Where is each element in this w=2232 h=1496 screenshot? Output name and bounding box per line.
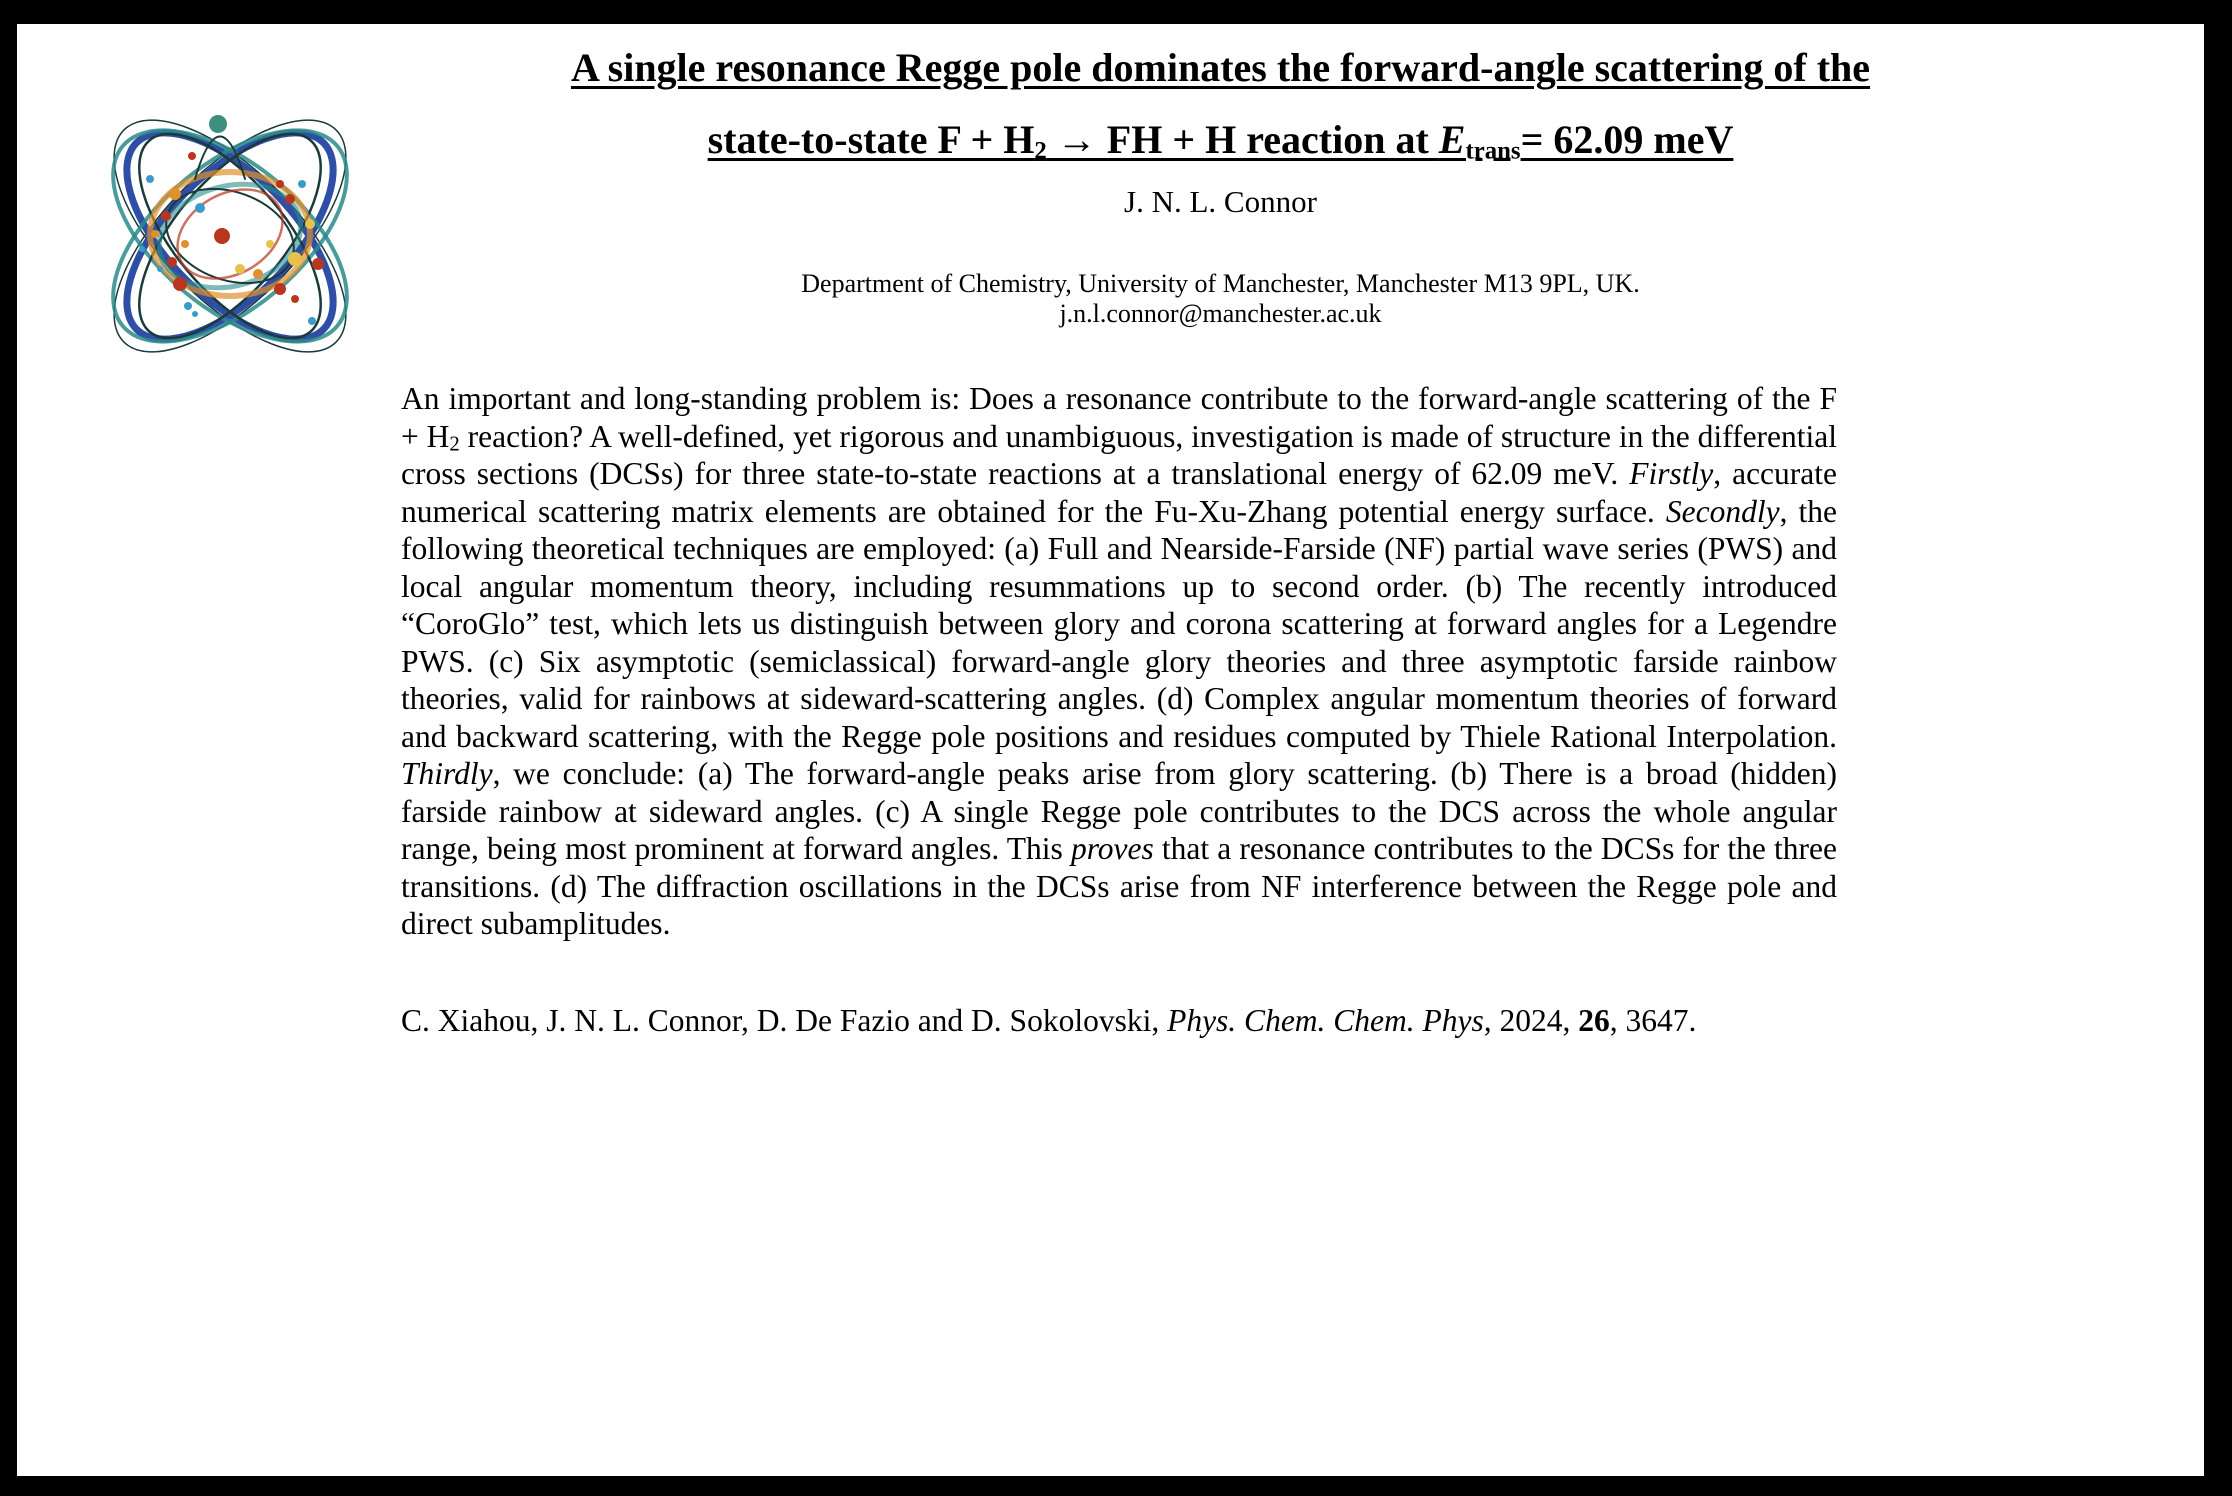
abstract-text: that a resonance contributes to the DCSs for the three transitions. (d) The diffraction oscillations in the DCSs arise from NF interference between the Regge pole and direct subamplitudes.	[401, 831, 1837, 941]
citation-pages: , 3647.	[1609, 1003, 1697, 1038]
page-title	[17, 32, 2204, 176]
author-name: J. N. L. Connor	[1124, 184, 1317, 219]
title-subscript: 2	[1034, 137, 1047, 165]
abstract-emphasis: Firstly	[1629, 456, 1714, 491]
title-line-1-text: A single resonance Regge pole dominates the forward-angle scattering of the	[570, 45, 1871, 90]
affiliation-email: j.n.l.connor@manchester.ac.uk	[1059, 299, 1382, 328]
citation-authors: C. Xiahou, J. N. L. Connor, D. De Fazio and D. Sokolovski,	[401, 1003, 1168, 1038]
affiliation	[17, 269, 2204, 329]
abstract-text: , we conclude: (a) The forward-angle peaks arise from glory scattering. (b) There is a broad (hidden) farside rainbow at sideward angles. (c) A single Regge pole contributes to the DCS across the whole angular range, being most prominent at forward angles. This	[401, 756, 1837, 866]
abstract-text: , the following theoretical techniques are employed: (a) Full and Nearside-Farside (NF) partial wave series (PWS) and local angular momentum theory, including resummations up to second order. (b) The recently introduced “CoroGlo” test, which lets us distinguish between glory and corona scattering at forward angles for a Legendre PWS. (c) Six asymptotic (semiclassical) forward-angle glory theories and three asymptotic farside rainbow theories, valid for rainbows at sideward-scattering angles. (d) Complex angular momentum theories of forward and backward scattering, with the Regge pole positions and residues computed by Thiele Rational Interpolation.	[401, 493, 1838, 754]
abstract-emphasis: Thirdly	[401, 756, 493, 791]
title-reaction-mid: → FH + H reaction at	[1046, 117, 1439, 162]
title-reaction-text: state-to-state F + H	[707, 117, 1035, 162]
document-page	[17, 24, 2204, 1476]
abstract-text: , accurate numerical scattering matrix elements are obtained for the Fu-Xu-Zhang potential energy surface.	[401, 456, 1837, 529]
title-energy-value: = 62.09 meV	[1520, 117, 1734, 162]
abstract-emphasis: proves	[1070, 831, 1154, 866]
abstract-subscript: 2	[449, 432, 460, 456]
citation-year: 2024,	[1491, 1003, 1579, 1038]
affiliation-department: Department of Chemistry, University of Manchester, Manchester M13 9PL, UK.	[801, 269, 1640, 298]
title-energy-subscript: trans	[1465, 137, 1521, 165]
title-line-2	[237, 104, 2204, 176]
title-energy-symbol: E	[1438, 117, 1466, 162]
abstract-paragraph	[401, 380, 1837, 943]
abstract-text: reaction? A well-defined, yet rigorous and unambiguous, investigation is made of structure in the differential cross sections (DCSs) for three state-to-state reactions at a translational energy of 62.09 meV.	[401, 418, 1838, 491]
reference-citation	[401, 1002, 2001, 1040]
title-line-1	[237, 32, 2204, 104]
citation-volume: 26	[1578, 1003, 1610, 1038]
citation-journal: Phys. Chem. Chem. Phys,	[1167, 1003, 1492, 1038]
abstract-emphasis: Secondly	[1665, 493, 1780, 529]
abstract-text: An important and long-standing problem is: Does a resonance contribute to the forward-angle scattering of the F + H	[401, 381, 1837, 454]
